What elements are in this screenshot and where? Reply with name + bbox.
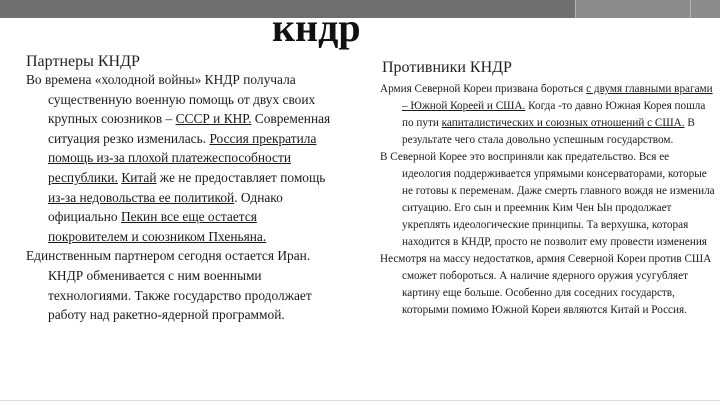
underlined-text: капиталистических и союзных отношений с США. bbox=[441, 117, 685, 129]
left-paragraph bbox=[26, 246, 331, 324]
top-bar-divider bbox=[575, 0, 576, 18]
right-column-heading: Противники КНДР bbox=[382, 59, 512, 76]
slide-bottom-divider bbox=[0, 400, 720, 401]
text-segment: Единственным партнером сегодня остается Иран. КНДР обменивается с ним военными технологиями. Также государство продолжает работу над ракетно-ядерной программой. bbox=[26, 248, 312, 323]
underlined-text: из-за недовольства ее политикой bbox=[48, 189, 235, 205]
text-segment: же не предоставляет помощь bbox=[156, 169, 326, 185]
text-segment: Современная ситуация резко изменилась. bbox=[48, 111, 331, 146]
text-segment: Несмотря на массу недостатков, армия Северной Кореи против США сможет побороться. А наличие ядерного оружия усугубляет картину еще больше. Особенно для соседних государств, которыми помимо Южной Кореи являются Китай и Россия. bbox=[380, 253, 712, 316]
right-paragraph bbox=[380, 251, 717, 319]
left-paragraph bbox=[26, 70, 331, 246]
left-column-body bbox=[26, 70, 331, 325]
slide-top-bar-accent bbox=[575, 0, 720, 18]
underlined-text: Пекин все еще остается покровителем и союзником Пхеньяна. bbox=[48, 209, 267, 244]
right-paragraph bbox=[380, 149, 717, 251]
text-segment: . Однако официально bbox=[48, 189, 283, 225]
top-bar-divider bbox=[690, 0, 691, 18]
underlined-text: Китай bbox=[121, 169, 157, 185]
text-segment: В результате чего стала довольно успешным государством. bbox=[402, 117, 695, 146]
right-column-body bbox=[380, 81, 717, 319]
left-column-heading: Партнеры КНДР bbox=[26, 53, 140, 70]
right-paragraph bbox=[380, 81, 717, 149]
underlined-text: Россия прекратила помощь из-за плохой платежеспособности республики. bbox=[48, 130, 317, 185]
text-segment: Армия Северной Кореи призвана бороться bbox=[380, 83, 587, 95]
underlined-text: СССР и КНР. bbox=[175, 111, 252, 127]
slide-title: кндр bbox=[272, 5, 361, 50]
text-segment: В Северной Корее это восприняли как предательство. Вся ее идеология поддерживается упрямыми консерваторами, которые не готовы к переменам. Даже смерть главного вождя не изменила ситуацию. Его сын и преемник Ким Чен Ын продолжает укреплять идеологические принципы. Та верхушка, которая находится в КНДР, просто не позволит ему провести изменения bbox=[380, 151, 715, 248]
text-segment: Во времена «холодной войны» КНДР получала существенную военную помощь от двух своих крупных союзников – bbox=[26, 72, 316, 127]
text-segment: Когда -то давно Южная Корея пошла по пути bbox=[402, 100, 706, 129]
underlined-text: с двумя главными врагами – Южной Кореей и США. bbox=[402, 83, 713, 112]
